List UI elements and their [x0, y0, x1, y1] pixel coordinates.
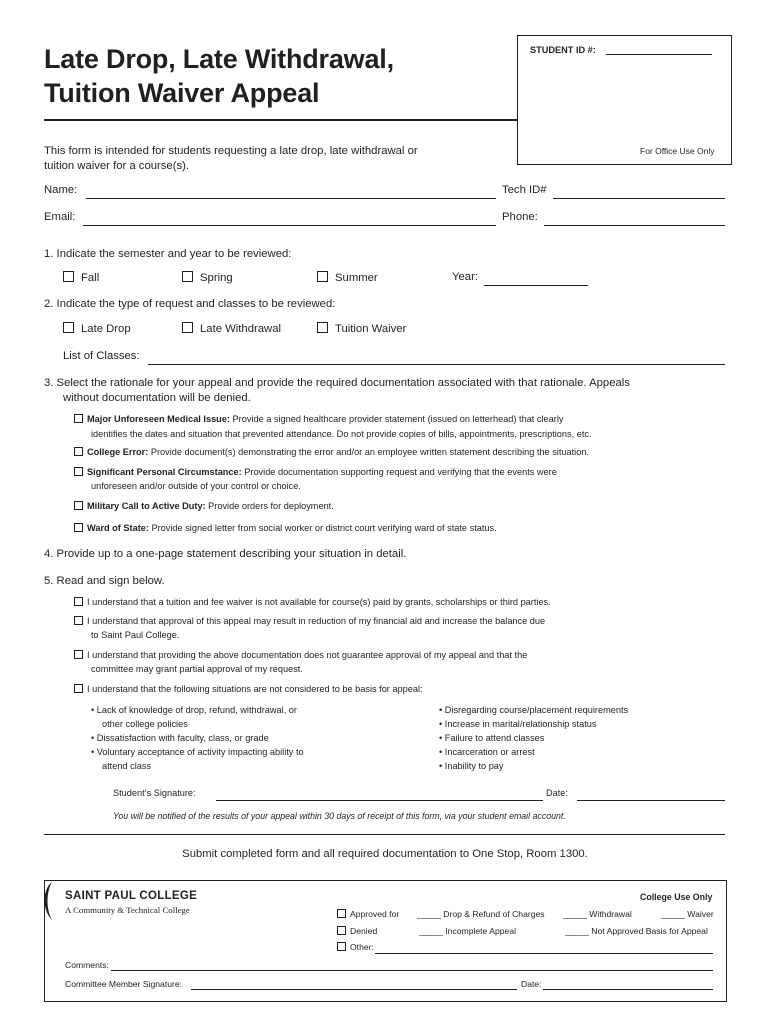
acknowledge-3[interactable]	[74, 650, 527, 660]
rationale-label: Military Call to Active Duty:	[87, 501, 206, 511]
drop-refund-label: Drop & Refund of Charges	[443, 909, 545, 919]
rationale-college-error[interactable]	[74, 447, 589, 457]
bullet-right-3: • Failure to attend classes	[439, 733, 545, 743]
college-use-only: College Use Only	[640, 892, 713, 902]
summer-label: Summer	[335, 272, 378, 284]
other-field[interactable]	[375, 953, 713, 954]
approved-box[interactable]	[337, 909, 346, 918]
name-label: Name:	[44, 184, 78, 196]
bullet-left-1: • Lack of knowledge of drop, refund, withdrawal, or	[91, 705, 297, 715]
waiver-option[interactable]: _____ Waiver	[661, 909, 714, 919]
rationale-checkbox[interactable]	[74, 467, 83, 476]
incomplete-option[interactable]: _____ Incomplete Appeal	[419, 926, 517, 936]
college-use-box	[44, 880, 727, 1002]
withdrawal-option[interactable]: _____ Withdrawal	[563, 909, 632, 919]
q3-line1: 3. Select the rationale for your appeal and provide the required documentation associated with that rationale. Appeals	[44, 377, 630, 389]
email-label: Email:	[44, 211, 76, 223]
year-label: Year:	[452, 271, 478, 283]
college-subtitle: A Community & Technical College	[65, 905, 190, 915]
name-field[interactable]	[86, 198, 496, 199]
acknowledge-text: I understand that providing the above documentation does not guarantee approval of my appeal and that the	[87, 650, 528, 660]
acknowledge-3-cont: committee may grant partial approval of my request.	[91, 664, 303, 674]
bullet-right-2: • Increase in marital/relationship status	[439, 719, 597, 729]
summer-box[interactable]	[317, 271, 328, 282]
tuition-waiver-label: Tuition Waiver	[335, 323, 407, 335]
comments-label: Comments:	[65, 960, 109, 970]
student-id-label: STUDENT ID #:	[530, 45, 596, 55]
rationale-personal-cont: unforeseen and/or outside of your control or choice.	[91, 481, 301, 491]
rationale-label: College Error:	[87, 447, 149, 457]
notification-notice: You will be notified of the results of your appeal within 30 days of receipt of this form, via your student email account.	[113, 811, 566, 821]
incomplete-label: Incomplete Appeal	[445, 926, 517, 936]
intro-line2: tuition waiver for a course(s).	[44, 160, 190, 172]
q4-text: 4. Provide up to a one-page statement describing your situation in detail.	[44, 548, 407, 560]
tuition-waiver-box[interactable]	[317, 322, 328, 333]
other-box[interactable]	[337, 942, 346, 951]
not-approved-label: Not Approved Basis for Appeal	[591, 926, 708, 936]
fall-checkbox[interactable]	[63, 271, 99, 284]
list-classes-field[interactable]	[148, 364, 725, 365]
fall-box[interactable]	[63, 271, 74, 282]
rationale-medical-cont: identifies the dates and situation that prevented attendance. Do not provide copies of bills, appointments, prescriptions, etc.	[91, 429, 592, 439]
rationale-checkbox[interactable]	[74, 501, 83, 510]
q1-text: 1. Indicate the semester and year to be reviewed:	[44, 248, 292, 260]
other-checkbox[interactable]	[337, 942, 374, 952]
waiver-label: Waiver	[687, 909, 714, 919]
q2-text: 2. Indicate the type of request and classes to be reviewed:	[44, 298, 336, 310]
bullet-left-2: • Dissatisfaction with faculty, class, or grade	[91, 733, 269, 743]
rationale-ward[interactable]	[74, 523, 497, 533]
acknowledge-text: I understand that a tuition and fee waiver is not available for course(s) paid by grants, scholarships or third parties.	[87, 597, 551, 607]
approved-checkbox[interactable]	[337, 909, 399, 919]
title-divider	[44, 119, 518, 121]
acknowledge-checkbox[interactable]	[74, 650, 83, 659]
rationale-text: Provide signed letter from social worker or district court verifying ward of state status.	[148, 523, 497, 533]
acknowledge-text: I understand that approval of this appeal may result in reduction of my financial aid and increase the balance due	[87, 616, 546, 626]
form-title-line1: Late Drop, Late Withdrawal,	[44, 44, 394, 74]
acknowledge-checkbox[interactable]	[74, 684, 83, 693]
student-id-field[interactable]	[606, 54, 712, 55]
intro-line1: This form is intended for students requesting a late drop, late withdrawal or	[44, 145, 418, 157]
college-name: SAINT PAUL COLLEGE	[65, 890, 198, 902]
student-date-label: Date:	[546, 788, 568, 798]
committee-date-label: Date:	[521, 979, 542, 989]
denied-box[interactable]	[337, 926, 346, 935]
rationale-text: Provide a signed healthcare provider statement (issued on letterhead) that clearly	[229, 414, 564, 424]
drop-refund-option[interactable]: _____ Drop & Refund of Charges	[417, 909, 545, 919]
q3-line2: without documentation will be denied.	[63, 392, 251, 404]
student-date-field[interactable]	[577, 800, 725, 801]
office-use-box	[517, 35, 732, 165]
rationale-label: Significant Personal Circumstance:	[87, 467, 242, 477]
rationale-text: Provide documentation supporting request and verifying that the events were	[241, 467, 557, 477]
late-withdrawal-checkbox[interactable]	[182, 322, 281, 335]
tuition-waiver-checkbox[interactable]	[317, 322, 406, 335]
rationale-personal[interactable]	[74, 467, 557, 477]
committee-signature-label: Committee Member Signature:	[65, 979, 183, 989]
late-drop-checkbox[interactable]	[63, 322, 131, 335]
bullet-right-4: • Incarceration or arrest	[439, 747, 535, 757]
list-classes-label: List of Classes:	[63, 350, 140, 362]
phone-label: Phone:	[502, 211, 538, 223]
late-withdrawal-box[interactable]	[182, 322, 193, 333]
bullet-right-1: • Disregarding course/placement requirements	[439, 705, 629, 715]
fall-label: Fall	[81, 272, 100, 284]
acknowledge-2-cont: to Saint Paul College.	[91, 630, 180, 640]
acknowledge-text: I understand that the following situations are not considered to be basis for appeal:	[87, 684, 423, 694]
form-title-line2: Tuition Waiver Appeal	[44, 78, 320, 108]
tech-id-label: Tech ID#	[502, 184, 547, 196]
spring-checkbox[interactable]	[182, 271, 233, 284]
college-logo-icon	[38, 880, 58, 922]
late-drop-label: Late Drop	[81, 323, 131, 335]
year-field[interactable]	[484, 285, 588, 286]
late-withdrawal-label: Late Withdrawal	[200, 323, 281, 335]
submit-instructions: Submit completed form and all required documentation to One Stop, Room 1300.	[182, 848, 588, 860]
tech-id-field[interactable]	[553, 198, 725, 199]
rationale-checkbox[interactable]	[74, 523, 83, 532]
acknowledge-checkbox[interactable]	[74, 597, 83, 606]
rationale-checkbox[interactable]	[74, 447, 83, 456]
rationale-checkbox[interactable]	[74, 414, 83, 423]
acknowledge-4[interactable]	[74, 684, 423, 694]
student-signature-label: Student’s Signature:	[113, 788, 196, 798]
rationale-label: Ward of State:	[87, 523, 149, 533]
email-field[interactable]	[83, 225, 496, 226]
not-approved-option[interactable]: _____ Not Approved Basis for Appeal	[565, 926, 708, 936]
submit-divider	[44, 834, 725, 835]
rationale-military[interactable]	[74, 501, 334, 511]
summer-checkbox[interactable]	[317, 271, 378, 284]
denied-checkbox[interactable]	[337, 926, 377, 936]
rationale-medical[interactable]	[74, 414, 563, 424]
denied-label: Denied	[350, 926, 378, 936]
committee-date-field[interactable]	[543, 989, 713, 990]
rationale-label: Major Unforeseen Medical Issue:	[87, 414, 230, 424]
rationale-text: Provide orders for deployment.	[205, 501, 334, 511]
bullet-left-3: • Voluntary acceptance of activity impacting ability to	[91, 747, 304, 757]
spring-box[interactable]	[182, 271, 193, 282]
q5-text: 5. Read and sign below.	[44, 575, 165, 587]
spring-label: Spring	[200, 272, 233, 284]
acknowledge-2[interactable]	[74, 616, 545, 626]
withdrawal-label: Withdrawal	[589, 909, 632, 919]
acknowledge-checkbox[interactable]	[74, 616, 83, 625]
late-drop-box[interactable]	[63, 322, 74, 333]
bullet-left-1-cont: other college policies	[102, 719, 188, 729]
other-label: Other:	[350, 942, 374, 952]
phone-field[interactable]	[544, 225, 725, 226]
rationale-text: Provide document(s) demonstrating the error and/or an employee written statement describing the situation.	[148, 447, 589, 457]
student-signature-field[interactable]	[216, 800, 543, 801]
bullet-right-5: • Inability to pay	[439, 761, 504, 771]
approved-label: Approved for	[350, 909, 400, 919]
committee-signature-field[interactable]	[191, 989, 517, 990]
comments-field[interactable]	[111, 970, 713, 971]
bullet-left-3-cont: attend class	[102, 761, 152, 771]
office-use-label: For Office Use Only	[640, 146, 715, 156]
acknowledge-1[interactable]	[74, 597, 551, 607]
